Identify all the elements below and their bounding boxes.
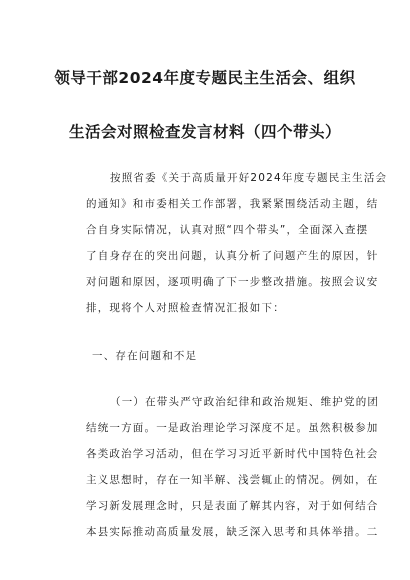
document-title-line-1: 领导干部2024年度专题民主生活会、组织	[54, 69, 356, 87]
intro-line: 对问题和原因，逐项明确了下一步整改措施。按照会议安	[86, 276, 379, 288]
intro-line: 合自身实际情况，认真对照“四个带头”，全面深入查摆	[86, 224, 369, 236]
section-line: 结统一方面。一是政治理论学习深度不足。虽然积极参加	[86, 422, 379, 434]
section-line: 学习新发展理念时，只是表面了解其内容，对于如何结合	[86, 500, 379, 512]
document-title-line-2: 生活会对照检查发言材料（四个带头）	[68, 123, 341, 141]
section-heading: 一、存在问题和不足	[92, 350, 198, 362]
section-line: 各类政治学习活动，但在学习习近平新时代中国特色社会	[86, 448, 379, 460]
intro-line: 按照省委《关于高质量开好2024年度专题民主生活会	[110, 172, 388, 184]
intro-line: 排，现将个人对照检查情况汇报如下：	[86, 302, 285, 314]
section-line: （一）在带头严守政治纪律和政治规矩、维护党的团	[110, 396, 380, 408]
section-line: 本县实际推动高质量发展，缺乏深入思考和具体举措。二	[86, 526, 379, 538]
intro-line: 了自身存在的突出问题，认真分析了问题产生的原因，针	[86, 250, 379, 262]
section-line: 主义思想时，存在一知半解、浅尝辄止的情况。例如，在	[86, 474, 379, 486]
intro-line: 的通知》和市委相关工作部署，我紧紧围绕活动主题，结	[86, 198, 379, 210]
